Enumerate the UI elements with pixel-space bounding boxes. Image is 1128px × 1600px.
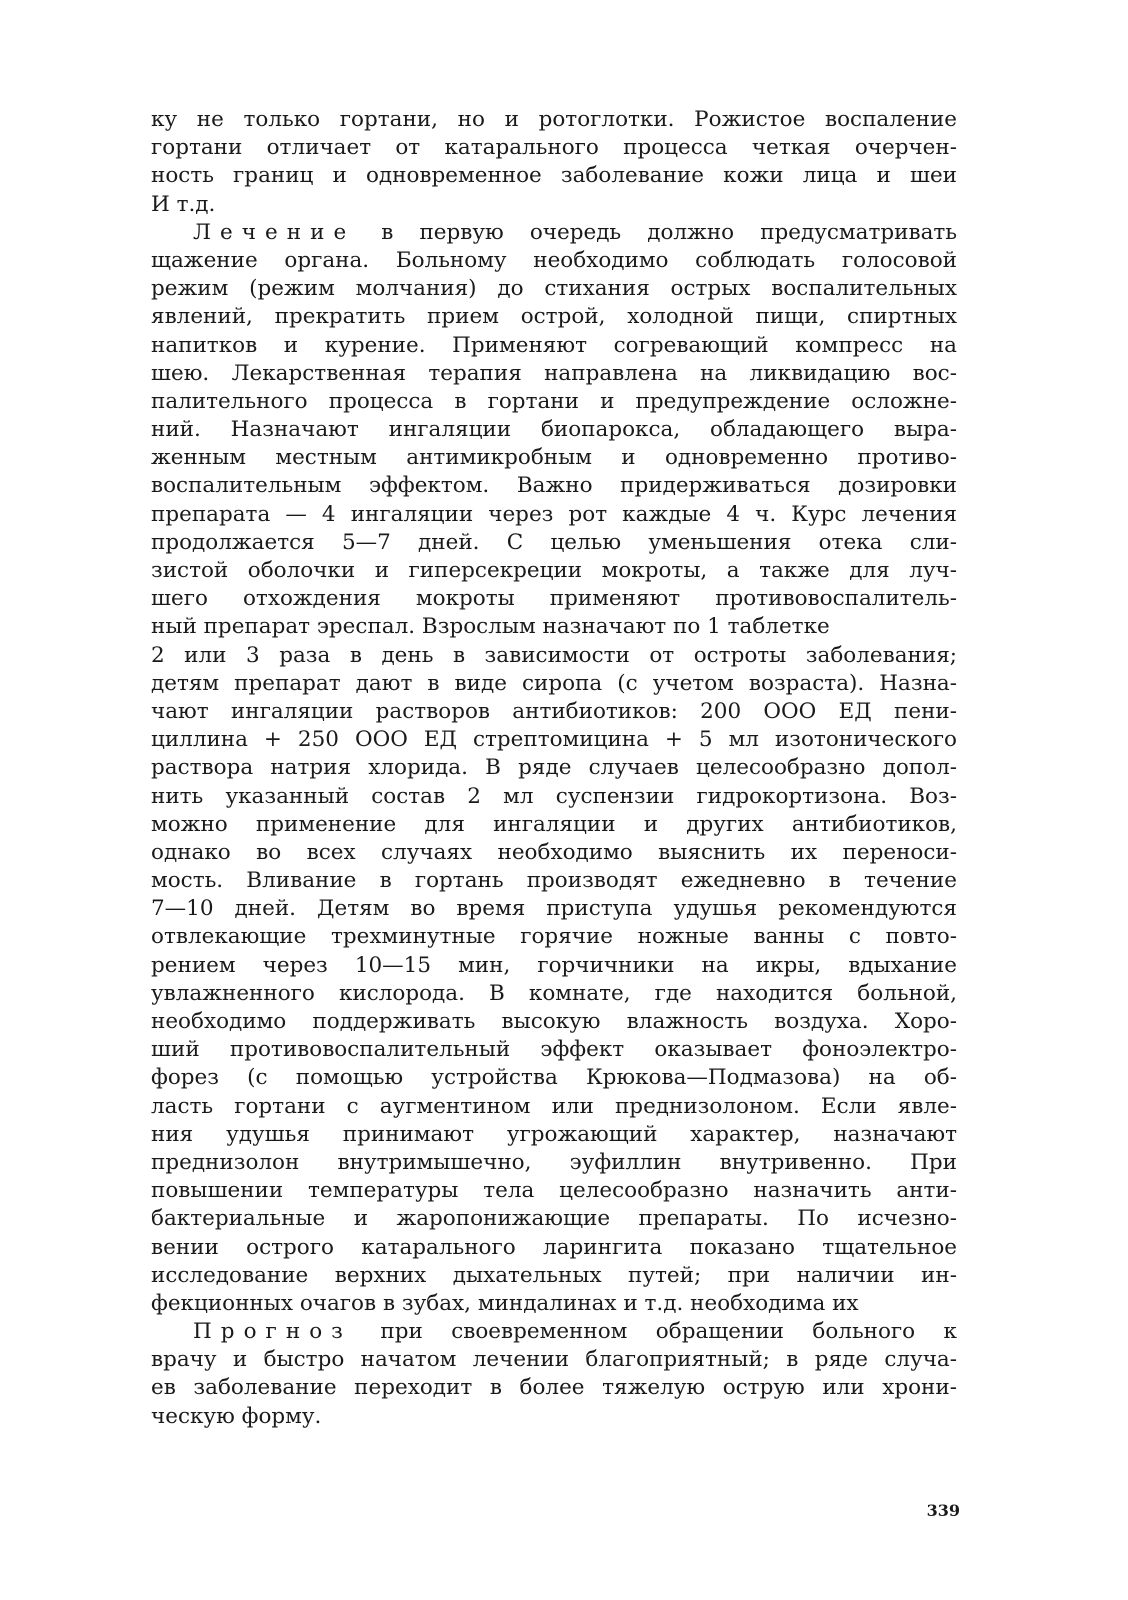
text-line: 2 или 3 раза в день в зависимости от остроты заболевания; — [151, 642, 957, 668]
text-line: ший противовоспалительный эффект оказывает фоноэлектро- — [151, 1037, 957, 1063]
text-line: вении острого катарального ларингита показано тщательное — [151, 1234, 957, 1260]
text-line: фекционных очагов в зубах, миндалинах и т.д. необходима их — [151, 1290, 859, 1316]
text-line: преднизолон внутримышечно, эуфиллин внутривенно. При — [151, 1149, 957, 1175]
text-line-rest: в первую очередь должно предусматривать — [355, 219, 957, 245]
text-line: отвлекающие трехминутные горячие ножные ванны с повто- — [151, 924, 957, 950]
text-line-rest: при своевременном обращении больного к — [351, 1319, 957, 1345]
text-line: циллина + 250 ООО ЕД стрептомицина + 5 мл изотонического — [151, 727, 957, 753]
text-line: гортани отличает от катарального процесса четкая очерчен- — [151, 135, 957, 161]
text-line: ку не только гортани, но и ротоглотки. Рожистое воспаление — [151, 107, 957, 132]
text-line: необходимо поддерживать высокую влажность воздуха. Хоро- — [151, 1009, 957, 1034]
text-line: препарата — 4 ингаляции через рот каждые 4 ч. Курс лечения — [151, 501, 957, 527]
text-line: режим (режим молчания) до стихания острых воспалительных — [151, 276, 957, 302]
text-line: рением через 10—15 мин, горчичники на икры, вдыхание — [151, 952, 957, 978]
text-line: шего отхождения мокроты применяют противовоспалитель- — [151, 586, 957, 612]
page-number: 339 — [926, 1501, 960, 1520]
text-line: И т.д. — [151, 191, 216, 217]
text-line: увлажненного кислорода. В комнате, где находится больной, — [151, 980, 957, 1006]
text-line: 7—10 дней. Детям во время приступа удушья рекомендуются — [151, 896, 957, 922]
text-line: ласть гортани с аугментином или преднизолоном. Если явле- — [151, 1093, 957, 1119]
text-line: повышении температуры тела целесообразно назначить анти- — [151, 1178, 957, 1204]
text-line: раствора натрия хлорида. В ряде случаев целесообразно допол- — [151, 755, 957, 781]
text-line: ный препарат эреспал. Взрослым назначают по 1 таблетке — [151, 614, 830, 640]
text-line: ев заболевание переходит в более тяжелую острую или хрони- — [151, 1375, 957, 1401]
text-line: ний. Назначают ингаляции биопарокса, обладающего выра- — [151, 417, 957, 443]
text-line-first — [151, 1318, 957, 1346]
text-line: ческую форму. — [151, 1403, 322, 1429]
text-line: форез (с помощью устройства Крюкова—Подмазова) на об- — [151, 1065, 957, 1091]
paragraph-prognosis — [151, 1318, 957, 1431]
text-line-first — [151, 219, 957, 247]
text-line: шею. Лекарственная терапия направлена на ликвидацию вос- — [151, 360, 957, 386]
text-line: воспалительным эффектом. Важно придерживаться дозировки — [151, 473, 957, 499]
text-line: бактериальные и жаропонижающие препараты. По исчезно- — [151, 1206, 957, 1232]
section-lead-prognosis: Прогноз — [193, 1319, 352, 1345]
text-line: зистой оболочки и гиперсекреции мокроты, а также для луч- — [151, 558, 957, 583]
text-line: нить указанный состав 2 мл суспензии гидрокортизона. Воз- — [151, 783, 957, 809]
text-line: мость. Вливание в гортань производят ежедневно в течение — [151, 868, 957, 894]
section-lead-treatment: Лечение — [193, 219, 356, 245]
text-line: чают ингаляции растворов антибиотиков: 200 ООО ЕД пени- — [151, 698, 957, 724]
paragraph-treatment — [151, 219, 957, 1318]
text-line: ния удушья принимают угрожающий характер, назначают — [151, 1121, 957, 1147]
page-body — [151, 106, 957, 1431]
text-line: врачу и быстро начатом лечении благоприятный; в ряде случа- — [151, 1347, 957, 1373]
text-line: ность границ и одновременное заболевание кожи лица и шеи — [151, 163, 957, 189]
text-line: продолжается 5—7 дней. С целью уменьшения отека сли- — [151, 529, 957, 555]
text-line: напитков и курение. Применяют согревающий компресс на — [151, 332, 957, 358]
text-line: явлений, прекратить прием острой, холодной пищи, спиртных — [151, 304, 957, 330]
text-line: детям препарат дают в виде сиропа (с учетом возраста). Назна- — [151, 670, 957, 696]
text-line: женным местным антимикробным и одновременно противо- — [151, 445, 957, 471]
paragraph-intro — [151, 106, 957, 219]
text-line: щажение органа. Больному необходимо соблюдать голосовой — [151, 247, 957, 273]
text-line: однако во всех случаях необходимо выяснить их переноси- — [151, 839, 957, 865]
text-line: исследование верхних дыхательных путей; при наличии ин- — [151, 1262, 957, 1288]
text-line: палительного процесса в гортани и предупреждение осложне- — [151, 388, 957, 414]
text-line: можно применение для ингаляции и других антибиотиков, — [151, 811, 957, 837]
